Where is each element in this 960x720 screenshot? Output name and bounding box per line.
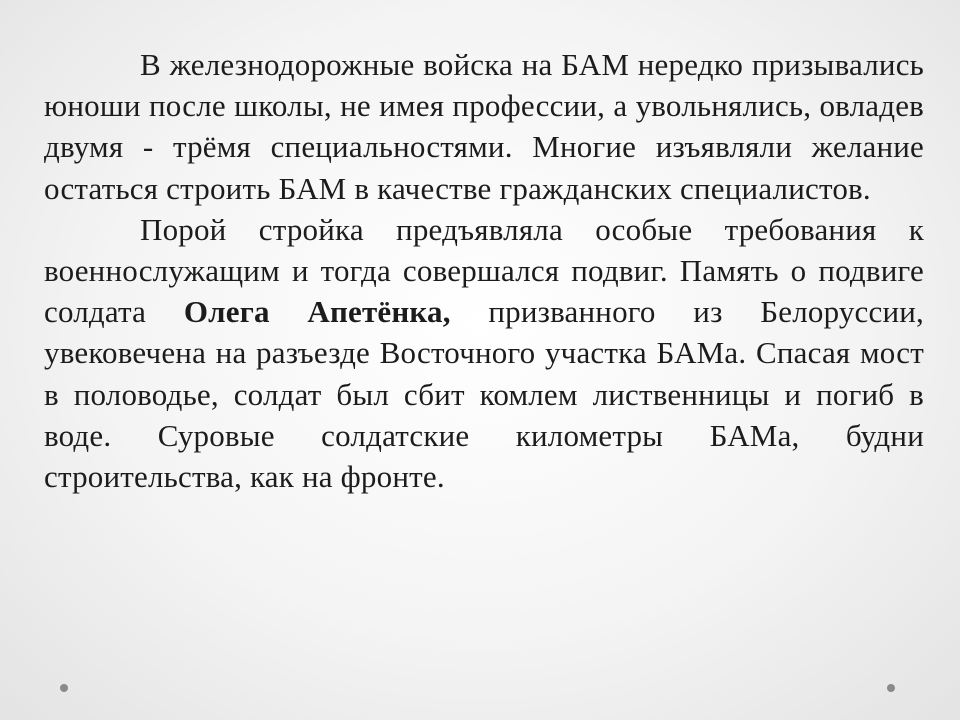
decorative-dot-left [60,684,68,692]
decorative-dot-right [887,684,895,692]
hero-name: Олега Апетёнка, [183,294,451,330]
paragraph-2 [44,209,924,497]
text-body [44,44,924,497]
paragraph-2-end: призванного из Белоруссии, увековечена на разъезде Восточного участка БАМа. Спасая мост в половодье, солдат был сбит комлем лиственницы и погиб в воде. Суровые солдатские километры БАМа, будни строительства, как на фронте. [44,294,925,495]
paragraph-2-start: Порой стройка предъявляла особые требования к военнослужащим и тогда совершался подвиг. Память о подвиге солдата [44,211,924,330]
paragraph-1: В железнодорожные войска на БАМ нередко призывались юноши после школы, не имея профессии, а увольнялись, овладев двумя - трёмя специальностями. Многие изъявляли желание остаться строить БАМ в качестве гражданских специалистов. [44,47,924,206]
